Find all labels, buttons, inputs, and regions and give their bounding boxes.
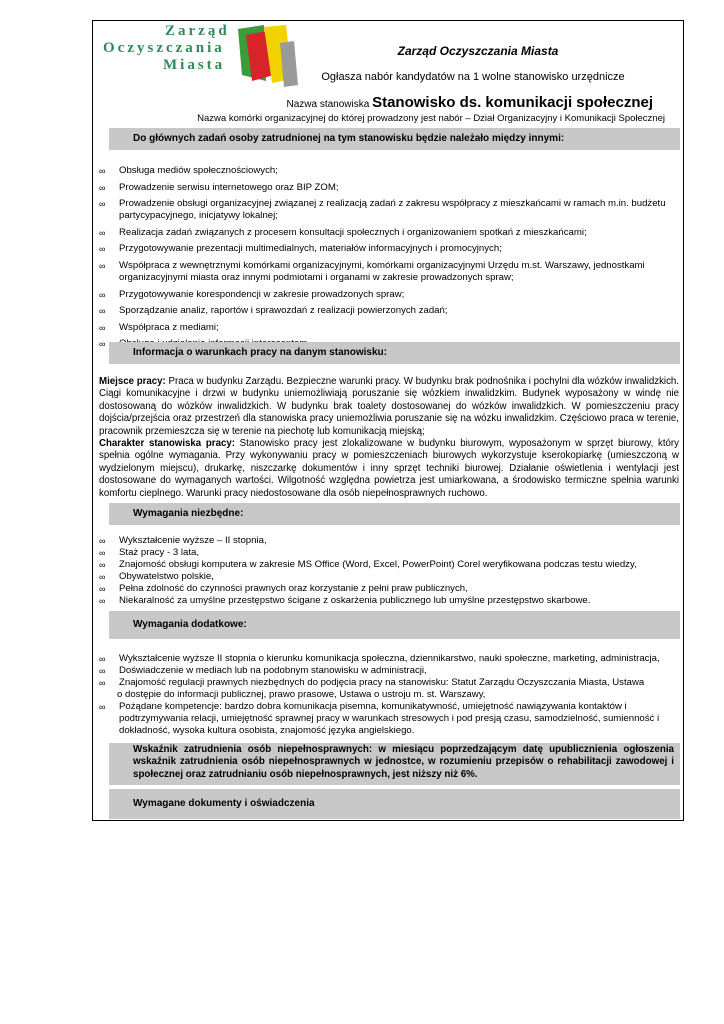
bullet-icon: ∞ <box>99 584 106 594</box>
character-label: Charakter stanowiska pracy: <box>99 438 235 450</box>
bullet-icon: ∞ <box>99 306 106 317</box>
bullet-icon: ∞ <box>99 199 106 210</box>
bullet-icon: ∞ <box>99 702 106 712</box>
list-item: ∞ Przygotowywanie korespondencji w zakresie prowadzonych spraw; <box>99 288 405 300</box>
bullet-icon: ∞ <box>99 244 106 255</box>
list-item: ∞ Pełna zdolność do czynności prawnych oraz korzystanie z pełni praw publicznych, <box>99 583 468 594</box>
logo-line-1: Zarząd <box>165 23 230 39</box>
bullet-icon: ∞ <box>99 654 106 664</box>
bullet-icon: ∞ <box>99 339 106 350</box>
bullet-icon: ∞ <box>99 322 106 333</box>
place-text: Praca w budynku Zarządu. Bezpieczne warunki pracy. W budynku brak podnośnika i pochylni dla wózków inwalidzkich. Ciągi komunikacyjne i drzwi w budynku uniemożliwiają poruszanie się wózkiem inwalidzkim. Budynek wyposażony w windę nie dostosowaną do wózków inwalidzkich. W budynku brak toalety dostosowanej do wózków inwalidzkich. W pomieszczeniu pracy dojścia/przejścia oraz przestrzeń dla stanowiska pracy uniemożliwia poruszanie się na wózku inwalidzkim. Częściowo praca w terenie, pracownik przemieszcza się w terenie na piechotę lub komunikacją miejską; <box>99 376 679 437</box>
bullet-icon: ∞ <box>99 560 106 570</box>
bullet-icon: ∞ <box>99 227 106 238</box>
conditions-heading: Informacja o warunkach pracy na danym stanowisku: <box>109 342 680 364</box>
list-item: ∞ Obsługa mediów społecznościowych; <box>99 165 278 176</box>
place-label: Miejsce pracy: <box>99 376 166 387</box>
required-list <box>93 535 673 607</box>
announcement-page <box>92 20 684 821</box>
duties-heading: Do głównych zadań osoby zatrudnionej na tym stanowisku będzie należało między innymi: <box>109 128 680 150</box>
list-item: ∞ Pożądane kompetencje: bardzo dobra komunikacja pisemna, komunikatywność, umiejętność nawiązywania kontaktów i podtrzymywania relacji, umiejętność sprawnej pracy w warunkach stresowych i pod presją czasu, samodzielność, sumienność i dokładność, wysoka kultura osobista, znajomość języka angielskiego. <box>99 701 660 736</box>
list-item-continuation: o dostępie do informacji publicznej, prawo prasowe, Ustawa o ustroju m. st. Warszawy, <box>117 689 486 700</box>
position-name: Stanowisko ds. komunikacji społecznej <box>372 94 653 111</box>
character-text: Stanowisko pracy jest zlokalizowane w budynku biurowym, wyposażonym w sprzęt biurowy, który spełnia ogólne wymagania. Przy wykonywaniu pracy w pomieszczeniach biurowych wykorzystuje kserokopiarkę (umieszczoną w wydzielonym miejscu), drukarkę, niszczarkę dokumentów i inny sprzęt techniki biurowej. Działanie oświetlenia i wentylacji jest dostosowane do wymaganych wartości. Wilgotność względna powietrza jest umiarkowana, a środowisko termiczne spełnia warunki komfortu cieplnego. Warunki pracy niedostosowane dla osób niepełnosprawnych ruchowo. <box>99 438 680 499</box>
bullet-icon: ∞ <box>99 536 106 546</box>
duties-list <box>93 165 681 355</box>
list-item: ∞ Znajomość obsługi komputera w zakresie MS Office (Word, Excel, PowerPoint) Corel weryfikowana podczas testu wiedzy, <box>99 559 637 570</box>
list-item: ∞ Przygotowywanie prezentacji multimedialnych, materiałów informacyjnych i promocyjnych; <box>99 243 502 255</box>
list-item: ∞ Staż pracy - 3 lata, <box>99 547 199 558</box>
logo-line-2: Oczyszczania <box>103 40 225 56</box>
bullet-icon: ∞ <box>99 678 106 688</box>
position-line <box>93 94 653 111</box>
list-item: ∞ Realizacja zadań związanych z procesem konsultacji społecznych i organizowaniem spotkań z mieszkańcami; <box>99 226 587 238</box>
bullet-icon: ∞ <box>99 182 106 193</box>
list-item: ∞ Wykształcenie wyższe – II stopnia, <box>99 535 267 546</box>
list-item: ∞ Obywatelstwo polskie, <box>99 571 214 582</box>
list-item: ∞ Prowadzenie obsługi organizacyjnej związanej z realizacją zadań z zakresu współpracy z mieszkańcami w ramach m.in. budżetu partycypacyjnego, inicjatywy lokalnej; <box>99 198 666 222</box>
additional-list <box>93 653 681 737</box>
list-item: ∞ Wykształcenie wyższe II stopnia o kierunku komunikacja społeczna, dziennikarstwo, nauki społeczne, marketing, administracja, <box>99 653 660 664</box>
announcement-text: Ogłasza nabór kandydatów na 1 wolne stanowisko urzędnicze <box>321 71 625 83</box>
documents-heading: Wymagane dokumenty i oświadczenia <box>109 789 680 819</box>
bullet-icon: ∞ <box>99 596 106 606</box>
list-item: ∞ Doświadczenie w mediach lub na podobnym stanowisku w administracji, <box>99 665 427 676</box>
bullet-icon: ∞ <box>99 166 106 176</box>
additional-heading: Wymagania dodatkowe: <box>109 611 680 639</box>
logo-wordmark <box>103 23 228 74</box>
required-heading: Wymagania niezbędne: <box>109 503 680 525</box>
list-item: ∞ Niekaralność za umyślne przestępstwo ścigane z oskarżenia publicznego lub umyślne przestępstwo skarbowe. <box>99 595 591 606</box>
bullet-icon: ∞ <box>99 572 106 582</box>
employment-indicator: Wskaźnik zatrudnienia osób niepełnosprawnych: w miesiącu poprzedzającym datę upublicznienia ogłoszenia wskaźnik zatrudnienia osób niepełnosprawnych w jednostce, w rozumieniu przepisów o rehabilitacji zawodowej i społecznej oraz zatrudnianiu osób niepełnosprawnych, jest niższy niż 6%. <box>109 743 680 785</box>
bullet-icon: ∞ <box>99 666 106 676</box>
bullet-icon: ∞ <box>99 548 106 558</box>
unit-line: Nazwa komórki organizacyjnej do której prowadzony jest nabór – Dział Organizacyjny i Komunikacji Społecznej <box>197 113 665 124</box>
conditions-text <box>99 376 679 500</box>
list-item: ∞ Prowadzenie serwisu internetowego oraz BIP ZOM; <box>99 181 339 193</box>
list-item: ∞ Współpraca z mediami; <box>99 321 219 333</box>
position-label: Nazwa stanowiska <box>286 99 370 110</box>
list-item: ∞ Współpraca z wewnętrznymi komórkami organizacyjnymi, komórkami organizacyjnymi Urzędu m.st. Warszawy, jednostkami organizacyjnymi miasta oraz innymi podmiotami i organami w zakresie prowadzonych spraw; <box>99 259 645 283</box>
organization-name: Zarząd Oczyszczania Miasta <box>397 44 559 58</box>
bullet-icon: ∞ <box>99 289 106 300</box>
logo-line-3: Miasta <box>163 57 226 73</box>
list-item: ∞ Sporządzanie analiz, raportów i sprawozdań z realizacji powierzonych zadań; <box>99 305 448 317</box>
bullet-icon: ∞ <box>99 260 106 271</box>
list-item: ∞ Znajomość regulacji prawnych niezbędnych do podjęcia pracy na stanowisku: Statut Zarządu Oczyszczania Miasta, Ustawa <box>99 677 645 688</box>
logo-emblem-icon <box>236 23 300 89</box>
